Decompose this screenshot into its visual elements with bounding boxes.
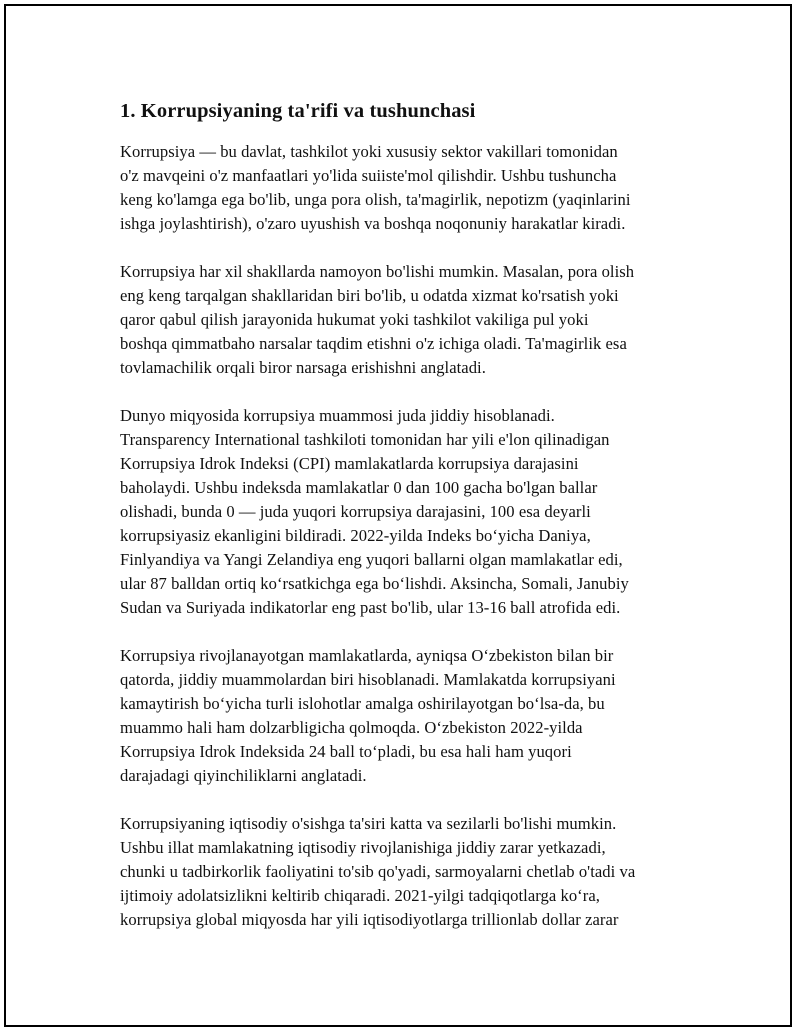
text-line: qaror qabul qilish jarayonida hukumat yoki tashkilot vakiliga pul yoki [120,310,589,329]
text-line: Korrupsiya Idrok Indeksi (CPI) mamlakatlarda korrupsiya darajasini [120,454,579,473]
paragraph-5 [120,812,700,932]
text-line: muammo hali ham dolzarbligicha qolmoqda. O‘zbekiston 2022-yilda [120,718,583,737]
text-line: Sudan va Suriyada indikatorlar eng past bo'lib, ular 13-16 ball atrofida edi. [120,598,621,617]
text-line: Korrupsiya har xil shakllarda namoyon bo'lishi mumkin. Masalan, pora olish [120,262,635,281]
text-line: Korrupsiya Idrok Indeksida 24 ball to‘pladi, bu esa hali ham yuqori [120,742,572,761]
text-line: o'z mavqeini o'z manfaatlari yo'lida suiiste'mol qilishdir. Ushbu tushuncha [120,166,617,185]
text-line: Finlyandiya va Yangi Zelandiya eng yuqori ballarni olgan mamlakatlar edi, [120,550,623,569]
text-line: ular 87 balldan ortiq ko‘rsatkichga ega bo‘lishdi. Aksincha, Somali, Janubiy [120,574,629,593]
text-line: darajadagi qiyinchiliklarni anglatadi. [120,766,367,785]
document-content [120,96,700,956]
text-line: tovlamachilik orqali biror narsaga erishishni anglatadi. [120,358,486,377]
text-line: boshqa qimmatbaho narsalar taqdim etishni o'z ichiga oladi. Ta'magirlik esa [120,334,627,353]
text-line: chunki u tadbirkorlik faoliyatini to'sib qo'yadi, sarmoyalarni chetlab o'tadi va [120,862,636,881]
paragraph-1 [120,140,700,236]
paragraph-3 [120,404,700,620]
text-line: Korrupsiyaning iqtisodiy o'sishga ta'siri katta va sezilarli bo'lishi mumkin. [120,814,617,833]
text-line: kamaytirish bo‘yicha turli islohotlar amalga oshirilayotgan bo‘lsa-da, bu [120,694,605,713]
text-line: korrupsiyasiz ekanligini bildiradi. 2022-yilda Indeks bo‘yicha Daniya, [120,526,591,545]
text-line: qatorda, jiddiy muammolardan biri hisoblanadi. Mamlakatda korrupsiyani [120,670,616,689]
text-line: Transparency International tashkiloti tomonidan har yili e'lon qilinadigan [120,430,610,449]
text-line: ijtimoiy adolatsizlikni keltirib chiqaradi. 2021-yilgi tadqiqotlarga ko‘ra, [120,886,600,905]
text-line: Korrupsiya rivojlanayotgan mamlakatlarda, ayniqsa O‘zbekiston bilan bir [120,646,614,665]
section-heading: 1. Korrupsiyaning ta'rifi va tushunchasi [120,100,476,122]
text-line: baholaydi. Ushbu indeksda mamlakatlar 0 dan 100 gacha bo'lgan ballar [120,478,598,497]
text-line: eng keng tarqalgan shakllaridan biri bo'lib, u odatda xizmat ko'rsatish yoki [120,286,619,305]
paragraph-4 [120,644,700,788]
text-line: ishga joylashtirish), o'zaro uyushish va boshqa noqonuniy harakatlar kiradi. [120,214,626,233]
text-line: Korrupsiya — bu davlat, tashkilot yoki xususiy sektor vakillari tomonidan [120,142,618,161]
paragraph-2 [120,260,700,380]
text-line: keng ko'lamga ega bo'lib, unga pora olish, ta'magirlik, nepotizm (yaqinlarini [120,190,631,209]
text-line: olishadi, bunda 0 — juda yuqori korrupsiya darajasini, 100 esa deyarli [120,502,591,521]
document-page [4,4,792,1027]
text-line: Dunyo miqyosida korrupsiya muammosi juda jiddiy hisoblanadi. [120,406,555,425]
text-line: Ushbu illat mamlakatning iqtisodiy rivojlanishiga jiddiy zarar yetkazadi, [120,838,606,857]
text-line: korrupsiya global miqyosda har yili iqtisodiyotlarga trillionlab dollar zarar [120,910,619,929]
